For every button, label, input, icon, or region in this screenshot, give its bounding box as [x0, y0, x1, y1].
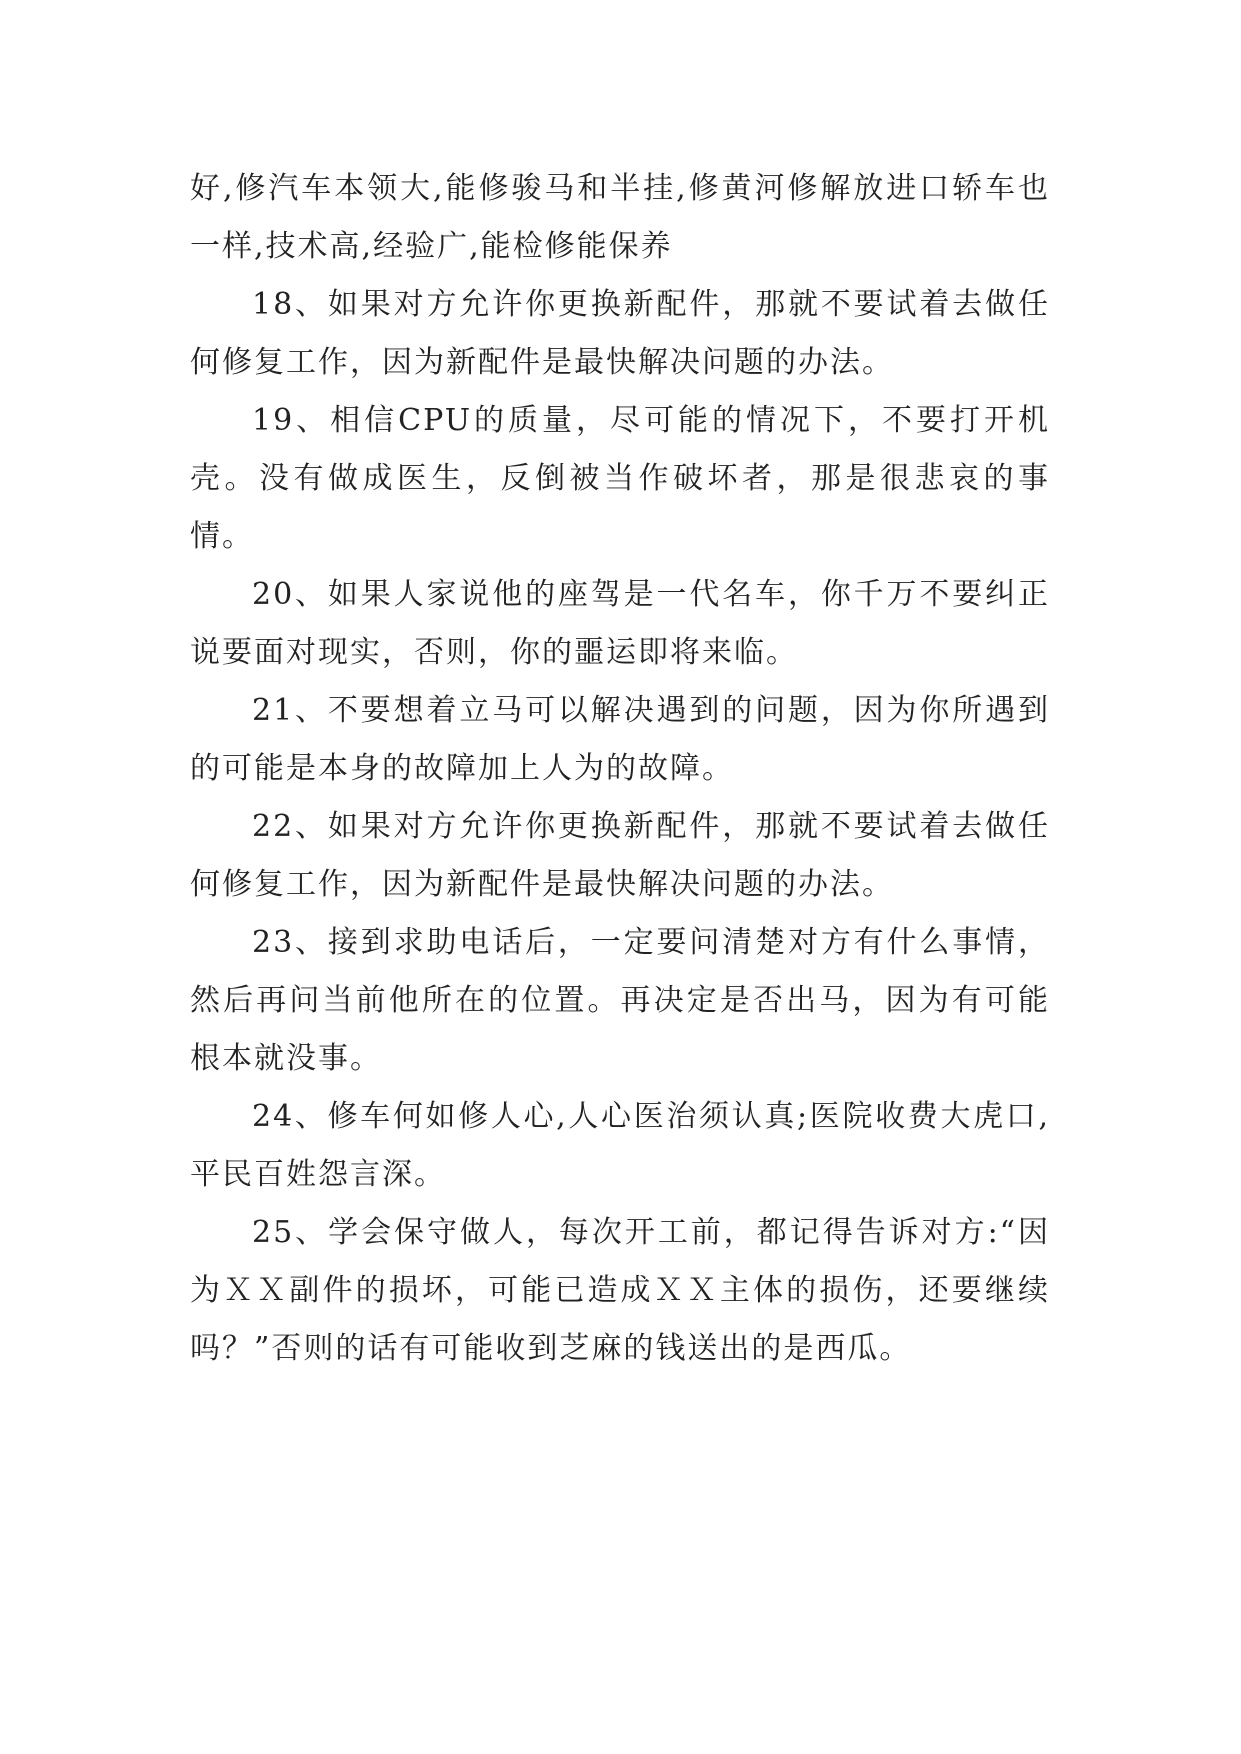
paragraph-19: 19、相信CPU的质量，尽可能的情况下，不要打开机壳。没有做成医生，反倒被当作破坏者，那是很悲哀的事情。: [190, 403, 1050, 554]
paragraph-21: 21、不要想着立马可以解决遇到的问题，因为你所遇到的可能是本身的故障加上人为的故障。: [190, 693, 1050, 786]
paragraph-continuation: 好,修汽车本领大,能修骏马和半挂,修黄河修解放进口轿车也一样,技术高,经验广,能检修能保养: [190, 171, 1050, 264]
paragraph-18: 18、如果对方允许你更换新配件，那就不要试着去做任何修复工作，因为新配件是最快解决问题的办法。: [190, 287, 1050, 380]
paragraph-22: 22、如果对方允许你更换新配件，那就不要试着去做任何修复工作，因为新配件是最快解决问题的办法。: [190, 809, 1050, 902]
paragraph-23: 23、接到求助电话后，一定要问清楚对方有什么事情，然后再问当前他所在的位置。再决定是否出马，因为有可能根本就没事。: [190, 925, 1050, 1076]
paragraph-24: 24、修车何如修人心,人心医治须认真;医院收费大虎口,平民百姓怨言深。: [190, 1099, 1050, 1192]
paragraph-25: 25、学会保守做人，每次开工前，都记得告诉对方:“因为ＸＸ副件的损坏，可能已造成ＸＸ主体的损伤，还要继续吗？”否则的话有可能收到芝麻的钱送出的是西瓜。: [190, 1215, 1050, 1366]
paragraph-20: 20、如果人家说他的座驾是一代名车，你千万不要纠正说要面对现实，否则，你的噩运即将来临。: [190, 577, 1050, 670]
document-body: [190, 160, 1050, 1378]
